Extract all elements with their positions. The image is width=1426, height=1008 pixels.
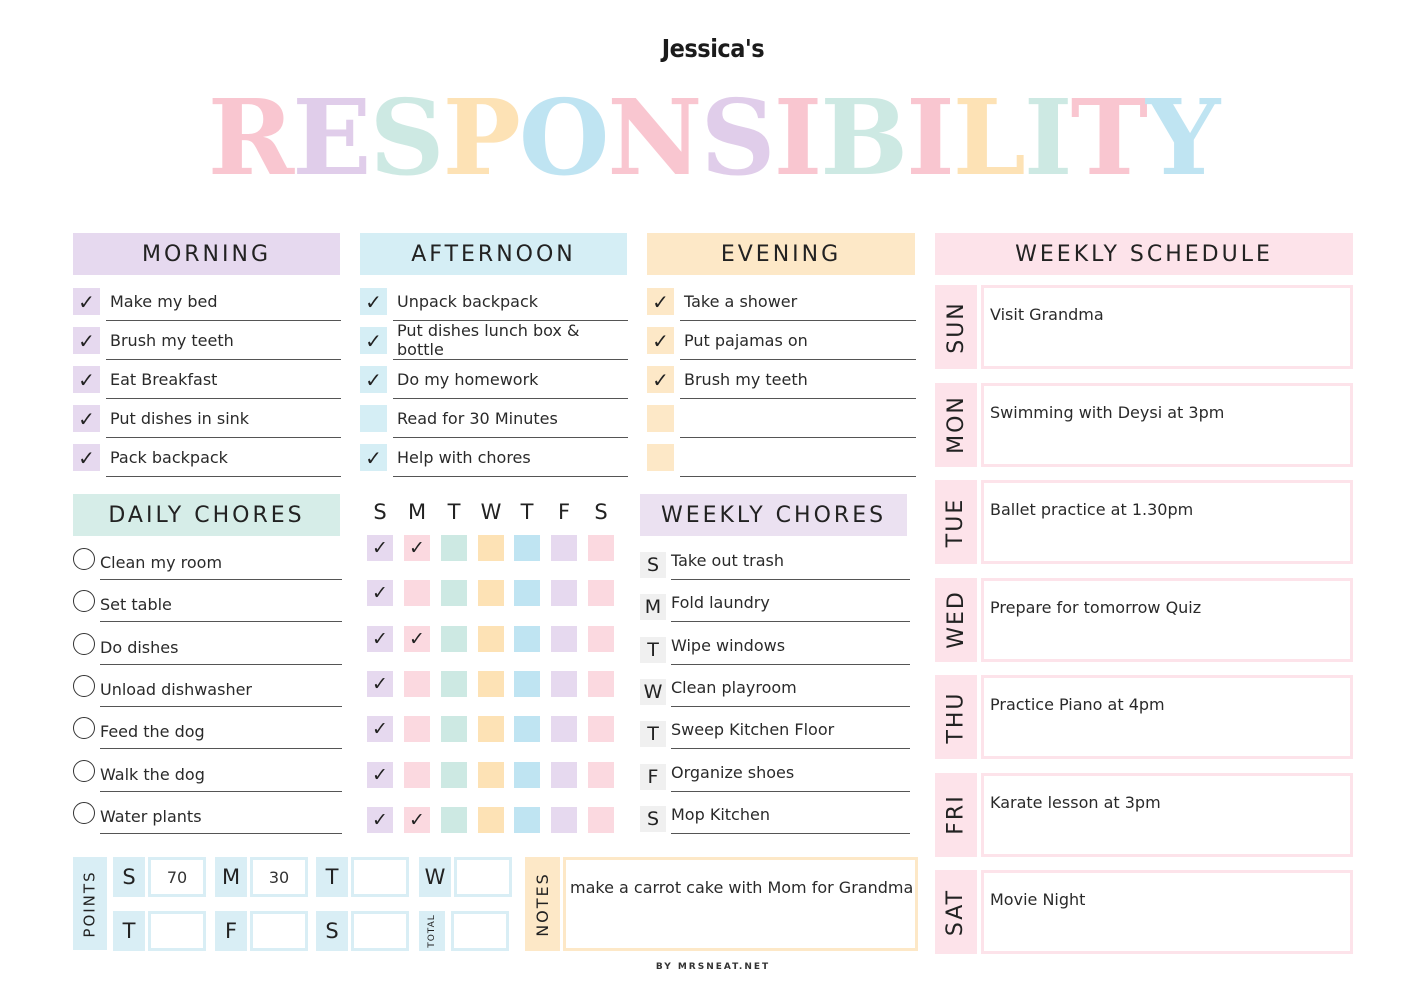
evening-item: [647, 438, 916, 477]
grid-day-header: T: [520, 500, 534, 524]
check-mark-icon: ✓: [652, 289, 669, 314]
day-label: TUE: [943, 497, 969, 547]
task-label: Help with chores: [393, 438, 628, 477]
grid-checkbox[interactable]: [551, 716, 577, 742]
task-label: Read for 30 Minutes: [393, 399, 628, 438]
points-label: POINTS: [81, 869, 99, 938]
schedule-day: [935, 870, 1353, 954]
schedule-day: [935, 675, 1353, 759]
weekly-chore-item: [640, 792, 910, 834]
grid-checkbox[interactable]: [478, 762, 504, 788]
points-day-letter: T: [113, 911, 145, 951]
points-value-box[interactable]: [351, 857, 409, 897]
grid-checkbox[interactable]: [588, 807, 614, 833]
grid-checkbox[interactable]: [514, 580, 540, 606]
title-letter: I: [906, 76, 953, 199]
afternoon-item: [360, 438, 628, 477]
evening-item: [647, 282, 916, 321]
grid-checkbox[interactable]: [441, 671, 467, 697]
grid-day-header: M: [407, 500, 427, 524]
check-mark-icon: ✓: [409, 627, 425, 650]
day-tag: [935, 383, 977, 467]
day-tag: [935, 675, 977, 759]
task-label: Pack backpack: [106, 438, 341, 477]
title-letter: L: [952, 76, 1024, 199]
evening-item: [647, 360, 916, 399]
grid-day-header: W: [480, 500, 502, 524]
radio-circle[interactable]: [73, 633, 95, 655]
day-tag: [935, 870, 977, 954]
total-label-tag: [419, 911, 445, 951]
grid-day-header: F: [557, 500, 571, 524]
grid-checkbox[interactable]: [441, 807, 467, 833]
grid-checkbox[interactable]: [588, 626, 614, 652]
checkbox[interactable]: [647, 366, 674, 393]
grid-checkbox[interactable]: [478, 580, 504, 606]
task-label: [680, 438, 916, 477]
points-label-tag: [73, 857, 107, 950]
points-day-letter: W: [419, 857, 451, 897]
chore-label: Feed the dog: [100, 707, 342, 749]
check-mark-icon: ✓: [365, 367, 382, 392]
schedule-day: [935, 578, 1353, 662]
task-label: Eat Breakfast: [106, 360, 341, 399]
grid-checkbox[interactable]: [367, 671, 393, 697]
notes-label-tag: [525, 857, 560, 951]
total-label: TOTAL: [427, 914, 437, 948]
title-letter: S: [700, 76, 774, 199]
checkbox[interactable]: [73, 327, 100, 354]
chore-label: Set table: [100, 580, 342, 622]
day-label: SAT: [943, 888, 969, 936]
check-mark-icon: ✓: [652, 367, 669, 392]
weekly-chore-item: [640, 707, 910, 749]
notes-box[interactable]: [563, 857, 918, 951]
checkbox[interactable]: [73, 366, 100, 393]
chore-label: Sweep Kitchen Floor: [671, 707, 910, 749]
grid-checkbox[interactable]: [514, 535, 540, 561]
grid-checkbox[interactable]: [367, 626, 393, 652]
schedule-day: [935, 480, 1353, 564]
afternoon-item: [360, 360, 628, 399]
day-tag: [935, 773, 977, 857]
check-mark-icon: ✓: [372, 808, 388, 831]
weekly-chore-item: [640, 538, 910, 580]
check-mark-icon: ✓: [372, 718, 388, 741]
points-value-box[interactable]: [250, 911, 308, 951]
grid-checkbox[interactable]: [404, 671, 430, 697]
afternoon-item: [360, 321, 628, 360]
day-tag: [935, 578, 977, 662]
schedule-entry-text: Movie Night: [990, 890, 1086, 909]
grid-checkbox[interactable]: [588, 535, 614, 561]
task-label: Put dishes in sink: [106, 399, 341, 438]
title-letter: I: [773, 76, 821, 199]
daily-chore-item: [73, 665, 342, 707]
weekly-chore-item: [640, 750, 910, 792]
day-label: SUN: [943, 300, 969, 354]
weekly-chore-item: [640, 580, 910, 622]
owner-name: Jessica's: [661, 34, 765, 63]
grid-day-header: T: [447, 500, 461, 524]
evening-header: EVENING: [647, 233, 915, 275]
task-label: Put pajamas on: [680, 321, 916, 360]
title-letter: N: [607, 76, 701, 199]
day-label: THU: [943, 690, 969, 744]
weekday-letter: F: [640, 764, 666, 790]
grid-checkbox[interactable]: [367, 716, 393, 742]
chore-label: Wipe windows: [671, 623, 910, 665]
grid-checkbox[interactable]: [514, 626, 540, 652]
schedule-day: [935, 383, 1353, 467]
task-label: Brush my teeth: [106, 321, 341, 360]
task-label: Make my bed: [106, 282, 341, 321]
day-tag: [935, 480, 977, 564]
checkbox[interactable]: [360, 288, 387, 315]
points-value-box[interactable]: [148, 911, 206, 951]
grid-checkbox[interactable]: [478, 671, 504, 697]
check-mark-icon: ✓: [372, 537, 388, 559]
evening-item: [647, 399, 916, 438]
grid-checkbox[interactable]: [441, 716, 467, 742]
schedule-entry-box[interactable]: [981, 285, 1353, 369]
daily-chores-header: DAILY CHORES: [73, 494, 340, 536]
grid-checkbox[interactable]: [551, 807, 577, 833]
checkbox[interactable]: [360, 327, 387, 354]
grid-checkbox[interactable]: [514, 807, 540, 833]
points-day-letter: S: [316, 911, 348, 951]
check-mark-icon: ✓: [78, 289, 95, 314]
check-mark-icon: ✓: [409, 808, 425, 831]
schedule-entry-box[interactable]: [981, 675, 1353, 759]
grid-checkbox[interactable]: [404, 716, 430, 742]
task-label: Take a shower: [680, 282, 916, 321]
grid-checkbox[interactable]: [478, 535, 504, 561]
schedule-day: [935, 773, 1353, 857]
day-tag: [935, 285, 977, 369]
grid-checkbox[interactable]: [514, 671, 540, 697]
title-letter: T: [1070, 76, 1146, 199]
chore-label: Clean my room: [100, 538, 342, 580]
day-label: WED: [943, 590, 969, 649]
check-mark-icon: ✓: [365, 289, 382, 314]
task-label: Unpack backpack: [393, 282, 628, 321]
title-letter: O: [518, 76, 608, 199]
grid-checkbox[interactable]: [404, 535, 430, 561]
weekday-letter: S: [640, 552, 666, 578]
task-label: [680, 399, 916, 438]
chore-label: Unload dishwasher: [100, 665, 342, 707]
checkbox[interactable]: [360, 444, 387, 471]
radio-circle[interactable]: [73, 717, 95, 739]
chore-label: Clean playroom: [671, 665, 910, 707]
grid-checkbox[interactable]: [404, 762, 430, 788]
footer-credit: BY MRSNEAT.NET: [655, 962, 771, 972]
grid-checkbox[interactable]: [551, 762, 577, 788]
checkbox[interactable]: [360, 405, 387, 432]
title-letter: R: [207, 76, 293, 199]
radio-circle[interactable]: [73, 802, 95, 824]
daily-chore-item: [73, 623, 342, 665]
title-letter: P: [442, 76, 519, 199]
grid-checkbox[interactable]: [367, 762, 393, 788]
check-mark-icon: ✓: [78, 367, 95, 392]
check-mark-icon: ✓: [372, 582, 388, 605]
grid-checkbox[interactable]: [367, 580, 393, 606]
morning-header: MORNING: [73, 233, 340, 275]
morning-item: [73, 321, 341, 360]
weekly-schedule-header: WEEKLY SCHEDULE: [935, 233, 1353, 275]
afternoon-item: [360, 282, 628, 321]
title-letter: E: [292, 76, 370, 199]
schedule-entry-text: Karate lesson at 3pm: [990, 792, 1161, 812]
morning-item: [73, 282, 341, 321]
check-mark-icon: ✓: [78, 406, 95, 431]
points-day-letter: M: [215, 857, 247, 897]
weekday-letter: W: [640, 679, 666, 705]
grid-day-header: S: [373, 500, 387, 524]
checkbox[interactable]: [647, 288, 674, 315]
grid-checkbox[interactable]: [551, 626, 577, 652]
schedule-entry-box[interactable]: [981, 773, 1353, 857]
checkbox[interactable]: [647, 327, 674, 354]
check-mark-icon: ✓: [365, 328, 382, 353]
chore-label: Mop Kitchen: [671, 792, 910, 834]
task-label: Brush my teeth: [680, 360, 916, 399]
grid-checkbox[interactable]: [588, 716, 614, 742]
grid-day-header: S: [594, 500, 608, 524]
schedule-day: [935, 285, 1353, 369]
weekly-chores-header: WEEKLY CHORES: [640, 494, 907, 536]
daily-chore-item: [73, 750, 342, 792]
schedule-entry-text: Swimming with Deysi at 3pm: [990, 402, 1225, 422]
grid-checkbox[interactable]: [551, 671, 577, 697]
title-letter: B: [820, 76, 907, 199]
chore-label: Do dishes: [100, 623, 342, 665]
points-value-box[interactable]: 30: [250, 857, 308, 897]
daily-chore-item: [73, 538, 342, 580]
day-label: FRI: [943, 794, 969, 835]
schedule-entry-text: Practice Piano at 4pm: [990, 695, 1165, 714]
check-mark-icon: ✓: [409, 537, 425, 559]
points-value-box[interactable]: 70: [148, 857, 206, 897]
chore-label: Take out trash: [671, 538, 910, 580]
title-letter: S: [369, 76, 443, 199]
morning-item: [73, 399, 341, 438]
points-day-letter: S: [113, 857, 145, 897]
grid-checkbox[interactable]: [588, 671, 614, 697]
weekday-letter: S: [640, 806, 666, 832]
afternoon-header: AFTERNOON: [360, 233, 627, 275]
points-value-box[interactable]: [454, 857, 512, 897]
checkbox[interactable]: [73, 405, 100, 432]
schedule-entry-box[interactable]: [981, 480, 1353, 564]
title-letter: I: [1023, 76, 1071, 199]
grid-checkbox[interactable]: [478, 716, 504, 742]
grid-checkbox[interactable]: [441, 626, 467, 652]
checkbox[interactable]: [647, 444, 674, 471]
schedule-entry-text: Visit Grandma: [990, 305, 1104, 324]
notes-label: NOTES: [533, 871, 553, 937]
daily-chore-item: [73, 792, 342, 834]
task-label: Do my homework: [393, 360, 628, 399]
grid-checkbox[interactable]: [404, 626, 430, 652]
check-mark-icon: ✓: [78, 328, 95, 353]
weekday-letter: T: [640, 637, 666, 663]
task-label: Put dishes lunch box & bottle: [393, 321, 628, 360]
morning-item: [73, 360, 341, 399]
evening-item: [647, 321, 916, 360]
chore-label: Walk the dog: [100, 750, 342, 792]
grid-checkbox[interactable]: [367, 535, 393, 561]
grid-checkbox[interactable]: [588, 580, 614, 606]
title-letter: Y: [1145, 76, 1219, 199]
checkbox[interactable]: [360, 366, 387, 393]
schedule-entry-text: Ballet practice at 1.30pm: [990, 500, 1194, 519]
afternoon-item: [360, 399, 628, 438]
points-value-box[interactable]: [351, 911, 409, 951]
check-mark-icon: ✓: [372, 627, 388, 650]
weekday-letter: T: [640, 721, 666, 747]
radio-circle[interactable]: [73, 590, 95, 612]
grid-checkbox[interactable]: [478, 807, 504, 833]
check-mark-icon: ✓: [372, 763, 388, 786]
daily-chore-item: [73, 580, 342, 622]
grid-checkbox[interactable]: [441, 535, 467, 561]
points-day-letter: F: [215, 911, 247, 951]
check-mark-icon: ✓: [652, 328, 669, 353]
chore-label: Organize shoes: [671, 750, 910, 792]
grid-checkbox[interactable]: [551, 580, 577, 606]
daily-chore-item: [73, 707, 342, 749]
schedule-entry-text: Prepare for tomorrow Quiz: [990, 597, 1202, 617]
weekly-chore-item: [640, 623, 910, 665]
check-mark-icon: ✓: [365, 445, 382, 470]
grid-checkbox[interactable]: [404, 807, 430, 833]
schedule-entry-box[interactable]: [981, 870, 1353, 954]
weekly-chore-item: [640, 665, 910, 707]
checkbox[interactable]: [647, 405, 674, 432]
checkbox[interactable]: [73, 444, 100, 471]
grid-checkbox[interactable]: [551, 535, 577, 561]
grid-checkbox[interactable]: [514, 762, 540, 788]
total-value-box[interactable]: [451, 911, 509, 951]
grid-checkbox[interactable]: [588, 762, 614, 788]
radio-circle[interactable]: [73, 675, 95, 697]
check-mark-icon: ✓: [78, 445, 95, 470]
checkbox[interactable]: [73, 288, 100, 315]
check-mark-icon: ✓: [372, 672, 388, 695]
day-label: MON: [943, 395, 969, 454]
points-day-letter: T: [316, 857, 348, 897]
weekday-letter: M: [640, 594, 666, 620]
chore-label: Water plants: [100, 792, 342, 834]
notes-text: make a carrot cake with Mom for Grandma: [570, 878, 914, 897]
grid-checkbox[interactable]: [514, 716, 540, 742]
morning-item: [73, 438, 341, 477]
grid-checkbox[interactable]: [441, 762, 467, 788]
chore-label: Fold laundry: [671, 580, 910, 622]
schedule-entry-box[interactable]: [981, 578, 1353, 662]
grid-checkbox[interactable]: [367, 807, 393, 833]
grid-checkbox[interactable]: [441, 580, 467, 606]
radio-circle[interactable]: [73, 548, 95, 570]
grid-checkbox[interactable]: [478, 626, 504, 652]
schedule-entry-box[interactable]: [981, 383, 1353, 467]
radio-circle[interactable]: [73, 760, 95, 782]
page-title: [0, 78, 1426, 198]
grid-checkbox[interactable]: [404, 580, 430, 606]
